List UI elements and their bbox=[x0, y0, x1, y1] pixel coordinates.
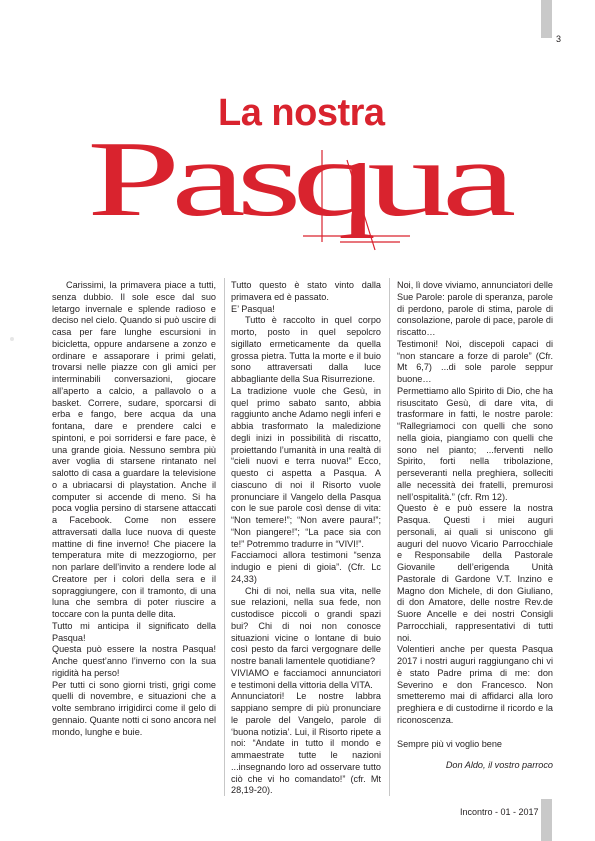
signature: Don Aldo, il vostro parroco bbox=[445, 760, 553, 771]
paragraph: Permettiamo allo Spirito di Dio, che ha risuscitato Gesù, di dare vita, di trasformare in fatti, le nostre parole: “Rallegriamoci con quelli che sono nella gioia, piangiamo con quelli che sono nel pianto; ...ferventi nello Spirito, forti nella tribolazione, perseveranti nella preghiera, solleciti alle necessità dei fratelli, premurosi nell’ospitalità.” (cfr. Rm 12). bbox=[397, 385, 553, 502]
title-pasqua-text: Pasqua bbox=[87, 122, 515, 239]
paragraph: Tutto questo è stato vinto dalla primavera ed è passato. bbox=[231, 280, 381, 302]
paragraph: Per tutti ci sono giorni tristi, grigi come quelli di novembre, e situazioni che a volte sembrano irrigidirci come il gelo di gennaio. Quante notti ci sono ancora nel mondo, lunghe e buie. bbox=[52, 679, 216, 737]
paragraph: La tradizione vuole che Gesù, in quel primo sabato santo, abbia raggiunto anche Adamo negli inferi e abbia trasformato la maledizione degli inizi in possibilità di riscatto, proiettando l’umanità in una realtà di “cieli nuovi e terra nuova!” Ecco, questo ci aspetta a Pasqua. A ciascuno di noi il Risorto vuole pronunciare il Vangelo della Pasqua con le sue parole così dense di vita: “Non temere!”; “Non avere paura!”; “Non piangere!”; “La pace sia con te!” Potremmo tradurre in “VIVI!”. bbox=[231, 385, 381, 549]
footer-issue: Incontro - 01 - 2017 bbox=[460, 807, 539, 817]
paragraph: Volentieri anche per questa Pasqua 2017 i nostri auguri raggiungano chi vi è stato Padre prima di me: don Severino e don Francesco. Non smetteremo mai di affidarci alla loro preghiera e di custodirne il ricordo e la riconoscenza. bbox=[397, 644, 553, 725]
paragraph: Noi, lì dove viviamo, annunciatori delle Sue Parole: parole di speranza, parole di perdono, parole di stima, parole di consolazione, parole di pace, parole di riscatto… bbox=[397, 280, 553, 337]
paragraph: Tutto mi anticipa il significato della Pasqua! bbox=[52, 620, 216, 643]
page-number: 3 bbox=[556, 34, 562, 44]
paragraph: Testimoni! Noi, discepoli capaci di “non stancare a forze di parole” (Cfr. Mt 6,7) ...di sole parole seppur buone… bbox=[397, 338, 553, 384]
title-line-1: La nostra bbox=[218, 92, 385, 134]
paragraph: VIVIAMO e facciamoci annunciatori e testimoni della vittoria della VITA. bbox=[231, 667, 381, 690]
closing-line: Sempre più vi voglio bene bbox=[397, 738, 502, 749]
paragraph: Chi di noi, nella sua vita, nelle sue relazioni, nella sua fede, non custodisce piccoli o grandi spazi bui? Chi di noi non conosce situazioni vicine o lontane di buio così pesto da farci vergognare delle nostre banali lamentele quotidiane? bbox=[231, 585, 381, 666]
column-1 bbox=[52, 280, 216, 738]
title-line-2 bbox=[0, 122, 595, 252]
paragraph: Facciamoci allora testimoni “senza indugio e pieni di gioia”. (Cfr. Lc 24,33) bbox=[231, 550, 381, 584]
page-tab-top bbox=[541, 0, 552, 38]
paragraph: Tutto è raccolto in quel corpo morto, posto in quel sepolcro sigillato ermeticamente da quella grossa pietra. Tutta la morte e il buio sono attraversati dalla luce abbagliante della Sua Risurrezione. bbox=[231, 315, 381, 384]
margin-mark bbox=[10, 337, 14, 341]
paragraph: Questo è e può essere la nostra Pasqua. Questi i miei auguri personali, ai quali si uniscono gli auguri del nuovo Vicario Parrocchiale e Responsabile della Pastorale Giovanile dell’erigenda Unità Pastorale di Gardone V.T. Inzino e Magno don Michele, di don Giuliano, di don Amatore, delle nostre Rev.de Suore Ancelle e dei nostri Consigli Parrocchiali, rappresentativi di tutti noi. bbox=[397, 503, 553, 643]
paragraph: E’ Pasqua! bbox=[231, 303, 275, 314]
column-3 bbox=[397, 280, 553, 772]
page-tab-bottom bbox=[541, 799, 552, 841]
column-divider bbox=[224, 278, 225, 796]
paragraph: Questa può essere la nostra Pasqua! Anche quest’anno l’inverno con la sua rigidità ha perso! bbox=[52, 644, 216, 678]
column-2 bbox=[231, 280, 381, 797]
paragraph: Annunciatori! Le nostre labbra sappiano sempre di più pronunciare le parole del Vangelo, parole di ‘buona notizia’. Lui, il Risorto ripete a noi: “Andate in tutto il mondo e ammaestrate tutte le nazioni ...insegnando loro ad osservare tutto ciò che vi ho comandato!” (cfr. Mt 28,19-20). bbox=[231, 691, 381, 796]
column-divider bbox=[389, 278, 390, 796]
paragraph: Carissimi, la primavera piace a tutti, senza dubbio. Il sole esce dal suo letargo invernale e splende radioso e deciso nel cielo. Quando si può uscire di casa per fare lunghe escursioni in bicicletta, oppure andarsene a zonzo e ordinare e assaporare i primi gelati, trovarsi nelle piazze con gli amici per interminabili conversazioni, giocare all’aperto a calcio, a pallavolo o a basket. Correre, sudare, sporcarsi di erba e fango, bere acqua da una fontana, dare e prendere calci e spintoni, e poi sorridersi e fare pace, è una grande gioia. Nessuno sembra più aver voglia di starsene rintanato nel salotto di casa a guardare la televisione o a ubriacarsi di playstation. Anche il computer si accende di meno. Si ha poca voglia persino di starsene attaccati a Facebook. Come non essere attraversati dalla luce nuova di queste mattine di fine inverno! Che piacere la temperatura mite di mezzogiorno, per non parlare dell’invito a rendere lode al Creatore per i colori della sera e il sopraggiungere, con il tramonto, di una luna che sembra di poter riuscire a toccare con la punta delle dita. bbox=[52, 280, 216, 619]
